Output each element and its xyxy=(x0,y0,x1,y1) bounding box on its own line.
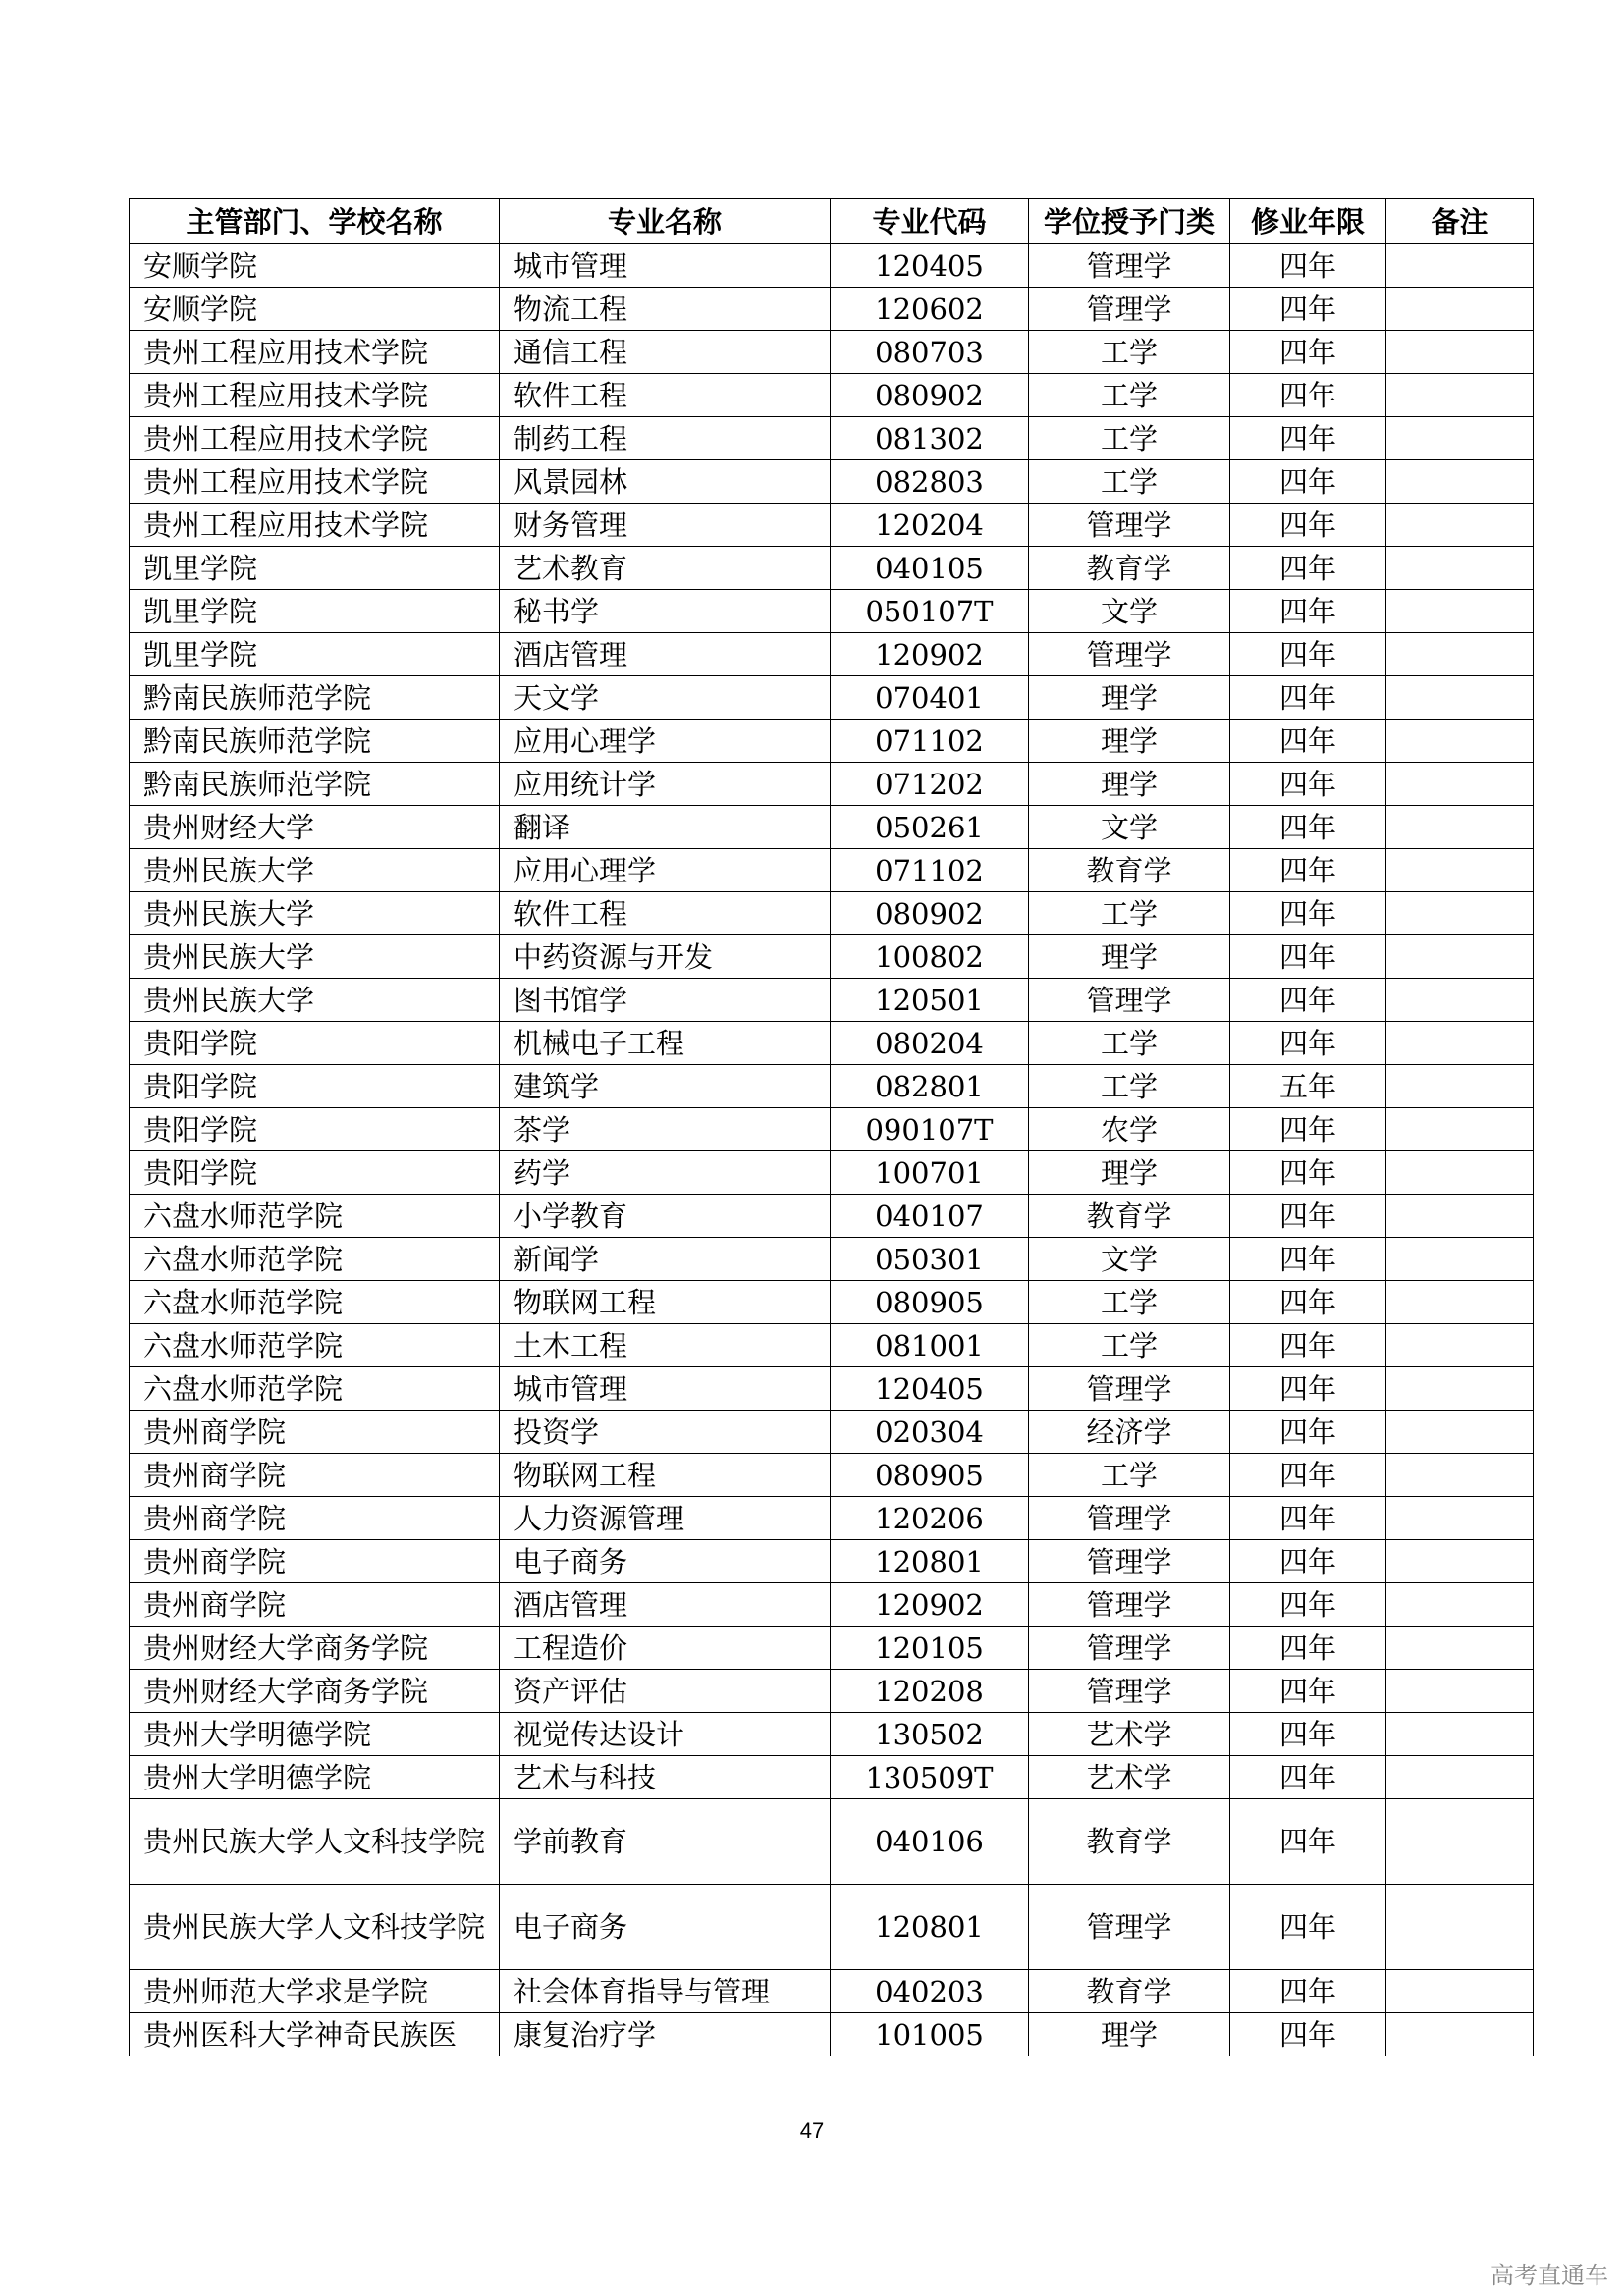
major-cell: 康复治疗学 xyxy=(500,2013,831,2056)
major-cell: 应用心理学 xyxy=(500,720,831,763)
code-cell: 120208 xyxy=(831,1670,1029,1713)
code-cell: 080905 xyxy=(831,1281,1029,1324)
years-cell: 四年 xyxy=(1230,1411,1386,1454)
years-cell: 四年 xyxy=(1230,1454,1386,1497)
degree-cell: 工学 xyxy=(1029,374,1230,417)
school-cell: 凯里学院 xyxy=(130,633,500,676)
remarks-cell xyxy=(1386,374,1534,417)
major-cell: 软件工程 xyxy=(500,892,831,935)
major-cell: 中药资源与开发 xyxy=(500,935,831,979)
degree-cell: 管理学 xyxy=(1029,633,1230,676)
degree-cell: 管理学 xyxy=(1029,244,1230,288)
remarks-cell xyxy=(1386,331,1534,374)
remarks-cell xyxy=(1386,979,1534,1022)
remarks-cell xyxy=(1386,1367,1534,1411)
code-cell: 050107T xyxy=(831,590,1029,633)
major-cell: 风景园林 xyxy=(500,460,831,504)
remarks-cell xyxy=(1386,1583,1534,1627)
remarks-cell xyxy=(1386,288,1534,331)
degree-cell: 理学 xyxy=(1029,720,1230,763)
years-cell: 四年 xyxy=(1230,1324,1386,1367)
school-cell: 贵州商学院 xyxy=(130,1454,500,1497)
table-row xyxy=(130,1065,1534,1108)
major-cell: 物联网工程 xyxy=(500,1454,831,1497)
degree-cell: 教育学 xyxy=(1029,1970,1230,2013)
years-cell: 四年 xyxy=(1230,417,1386,460)
degree-cell: 管理学 xyxy=(1029,979,1230,1022)
major-cell: 学前教育 xyxy=(500,1799,831,1885)
major-cell: 财务管理 xyxy=(500,504,831,547)
years-cell: 四年 xyxy=(1230,633,1386,676)
table-header-row xyxy=(130,199,1534,244)
code-cell: 040107 xyxy=(831,1195,1029,1238)
years-cell: 四年 xyxy=(1230,547,1386,590)
page-number: 47 xyxy=(799,2118,825,2143)
school-cell: 安顺学院 xyxy=(130,244,500,288)
years-cell: 四年 xyxy=(1230,676,1386,720)
major-cell: 电子商务 xyxy=(500,1885,831,1970)
school-cell: 贵州商学院 xyxy=(130,1411,500,1454)
code-cell: 070401 xyxy=(831,676,1029,720)
years-cell: 四年 xyxy=(1230,806,1386,849)
table-row xyxy=(130,849,1534,892)
years-cell: 四年 xyxy=(1230,1713,1386,1756)
years-cell: 四年 xyxy=(1230,1756,1386,1799)
code-cell: 120801 xyxy=(831,1540,1029,1583)
remarks-cell xyxy=(1386,1799,1534,1885)
degree-cell: 工学 xyxy=(1029,1065,1230,1108)
degree-cell: 工学 xyxy=(1029,1324,1230,1367)
years-cell: 四年 xyxy=(1230,1238,1386,1281)
code-cell: 040105 xyxy=(831,547,1029,590)
code-cell: 050261 xyxy=(831,806,1029,849)
years-cell: 四年 xyxy=(1230,244,1386,288)
years-cell: 四年 xyxy=(1230,1885,1386,1970)
table-row xyxy=(130,374,1534,417)
years-cell: 四年 xyxy=(1230,288,1386,331)
years-cell: 四年 xyxy=(1230,460,1386,504)
code-cell: 081302 xyxy=(831,417,1029,460)
major-cell: 通信工程 xyxy=(500,331,831,374)
school-cell: 贵州民族大学人文科技学院 xyxy=(130,1799,500,1885)
table-row xyxy=(130,892,1534,935)
school-cell: 黔南民族师范学院 xyxy=(130,676,500,720)
table-row xyxy=(130,676,1534,720)
code-cell: 071102 xyxy=(831,849,1029,892)
header-years: 修业年限 xyxy=(1230,199,1386,244)
major-cell: 投资学 xyxy=(500,1411,831,1454)
major-cell: 应用统计学 xyxy=(500,763,831,806)
table-row xyxy=(130,1799,1534,1885)
remarks-cell xyxy=(1386,633,1534,676)
degree-cell: 农学 xyxy=(1029,1108,1230,1151)
table-row xyxy=(130,935,1534,979)
major-cell: 制药工程 xyxy=(500,417,831,460)
degree-cell: 文学 xyxy=(1029,806,1230,849)
years-cell: 四年 xyxy=(1230,2013,1386,2056)
table-row xyxy=(130,1583,1534,1627)
school-cell: 六盘水师范学院 xyxy=(130,1195,500,1238)
code-cell: 120602 xyxy=(831,288,1029,331)
degree-cell: 管理学 xyxy=(1029,1627,1230,1670)
school-cell: 贵州工程应用技术学院 xyxy=(130,504,500,547)
table-row xyxy=(130,417,1534,460)
degree-cell: 理学 xyxy=(1029,2013,1230,2056)
watermark: 高考直通车 xyxy=(1490,2262,1608,2289)
major-cell: 软件工程 xyxy=(500,374,831,417)
school-cell: 贵阳学院 xyxy=(130,1022,500,1065)
years-cell: 四年 xyxy=(1230,504,1386,547)
major-cell: 电子商务 xyxy=(500,1540,831,1583)
code-cell: 120105 xyxy=(831,1627,1029,1670)
school-cell: 贵州民族大学 xyxy=(130,892,500,935)
table-row xyxy=(130,1756,1534,1799)
degree-cell: 教育学 xyxy=(1029,849,1230,892)
school-cell: 贵州民族大学人文科技学院 xyxy=(130,1885,500,1970)
school-cell: 贵州商学院 xyxy=(130,1497,500,1540)
major-cell: 茶学 xyxy=(500,1108,831,1151)
header-major: 专业名称 xyxy=(500,199,831,244)
degree-cell: 工学 xyxy=(1029,460,1230,504)
table-row xyxy=(130,1022,1534,1065)
major-cell: 机械电子工程 xyxy=(500,1022,831,1065)
table-row xyxy=(130,2013,1534,2056)
major-cell: 新闻学 xyxy=(500,1238,831,1281)
school-cell: 贵州民族大学 xyxy=(130,979,500,1022)
remarks-cell xyxy=(1386,1065,1534,1108)
remarks-cell xyxy=(1386,1885,1534,1970)
table-row xyxy=(130,1324,1534,1367)
years-cell: 四年 xyxy=(1230,892,1386,935)
degree-cell: 教育学 xyxy=(1029,1799,1230,1885)
table-row xyxy=(130,288,1534,331)
table-row xyxy=(130,763,1534,806)
major-cell: 酒店管理 xyxy=(500,1583,831,1627)
major-cell: 药学 xyxy=(500,1151,831,1195)
school-cell: 贵州工程应用技术学院 xyxy=(130,331,500,374)
major-cell: 工程造价 xyxy=(500,1627,831,1670)
table-row xyxy=(130,244,1534,288)
table-row xyxy=(130,979,1534,1022)
school-cell: 贵州师范大学求是学院 xyxy=(130,1970,500,2013)
school-cell: 六盘水师范学院 xyxy=(130,1367,500,1411)
header-code: 专业代码 xyxy=(831,199,1029,244)
table-row xyxy=(130,1151,1534,1195)
table-row xyxy=(130,1970,1534,2013)
remarks-cell xyxy=(1386,1195,1534,1238)
code-cell: 120405 xyxy=(831,244,1029,288)
major-cell: 物联网工程 xyxy=(500,1281,831,1324)
code-cell: 130502 xyxy=(831,1713,1029,1756)
degree-cell: 经济学 xyxy=(1029,1411,1230,1454)
code-cell: 100701 xyxy=(831,1151,1029,1195)
remarks-cell xyxy=(1386,1627,1534,1670)
code-cell: 120204 xyxy=(831,504,1029,547)
major-cell: 图书馆学 xyxy=(500,979,831,1022)
years-cell: 四年 xyxy=(1230,331,1386,374)
code-cell: 090107T xyxy=(831,1108,1029,1151)
table-row xyxy=(130,1713,1534,1756)
major-cell: 艺术与科技 xyxy=(500,1756,831,1799)
table-row xyxy=(130,1540,1534,1583)
code-cell: 071202 xyxy=(831,763,1029,806)
code-cell: 040203 xyxy=(831,1970,1029,2013)
years-cell: 四年 xyxy=(1230,979,1386,1022)
years-cell: 四年 xyxy=(1230,1540,1386,1583)
degree-cell: 管理学 xyxy=(1029,288,1230,331)
years-cell: 五年 xyxy=(1230,1065,1386,1108)
table-row xyxy=(130,633,1534,676)
degree-cell: 管理学 xyxy=(1029,1670,1230,1713)
major-cell: 建筑学 xyxy=(500,1065,831,1108)
degree-cell: 教育学 xyxy=(1029,547,1230,590)
remarks-cell xyxy=(1386,763,1534,806)
major-cell: 土木工程 xyxy=(500,1324,831,1367)
major-cell: 社会体育指导与管理 xyxy=(500,1970,831,2013)
remarks-cell xyxy=(1386,720,1534,763)
remarks-cell xyxy=(1386,1970,1534,2013)
code-cell: 120405 xyxy=(831,1367,1029,1411)
years-cell: 四年 xyxy=(1230,1799,1386,1885)
header-remarks: 备注 xyxy=(1386,199,1534,244)
table-row xyxy=(130,1367,1534,1411)
remarks-cell xyxy=(1386,1108,1534,1151)
remarks-cell xyxy=(1386,1022,1534,1065)
remarks-cell xyxy=(1386,1281,1534,1324)
school-cell: 贵阳学院 xyxy=(130,1151,500,1195)
major-cell: 艺术教育 xyxy=(500,547,831,590)
code-cell: 120801 xyxy=(831,1885,1029,1970)
remarks-cell xyxy=(1386,1454,1534,1497)
years-cell: 四年 xyxy=(1230,849,1386,892)
remarks-cell xyxy=(1386,676,1534,720)
code-cell: 120902 xyxy=(831,1583,1029,1627)
remarks-cell xyxy=(1386,460,1534,504)
remarks-cell xyxy=(1386,590,1534,633)
majors-table xyxy=(129,198,1534,2056)
table-row xyxy=(130,1497,1534,1540)
years-cell: 四年 xyxy=(1230,1627,1386,1670)
years-cell: 四年 xyxy=(1230,1151,1386,1195)
years-cell: 四年 xyxy=(1230,935,1386,979)
years-cell: 四年 xyxy=(1230,1195,1386,1238)
code-cell: 080905 xyxy=(831,1454,1029,1497)
remarks-cell xyxy=(1386,504,1534,547)
remarks-cell xyxy=(1386,1670,1534,1713)
degree-cell: 工学 xyxy=(1029,1454,1230,1497)
school-cell: 贵州大学明德学院 xyxy=(130,1713,500,1756)
school-cell: 贵州财经大学商务学院 xyxy=(130,1627,500,1670)
degree-cell: 管理学 xyxy=(1029,1367,1230,1411)
table-row xyxy=(130,806,1534,849)
table-row xyxy=(130,460,1534,504)
table-row xyxy=(130,1454,1534,1497)
code-cell: 100802 xyxy=(831,935,1029,979)
years-cell: 四年 xyxy=(1230,1970,1386,2013)
degree-cell: 工学 xyxy=(1029,417,1230,460)
table-row xyxy=(130,590,1534,633)
school-cell: 贵州大学明德学院 xyxy=(130,1756,500,1799)
degree-cell: 管理学 xyxy=(1029,1583,1230,1627)
table-row xyxy=(130,720,1534,763)
code-cell: 050301 xyxy=(831,1238,1029,1281)
code-cell: 120501 xyxy=(831,979,1029,1022)
major-cell: 秘书学 xyxy=(500,590,831,633)
table-row xyxy=(130,1885,1534,1970)
code-cell: 120902 xyxy=(831,633,1029,676)
major-cell: 城市管理 xyxy=(500,244,831,288)
degree-cell: 工学 xyxy=(1029,331,1230,374)
degree-cell: 理学 xyxy=(1029,1151,1230,1195)
remarks-cell xyxy=(1386,244,1534,288)
degree-cell: 管理学 xyxy=(1029,1540,1230,1583)
degree-cell: 文学 xyxy=(1029,1238,1230,1281)
degree-cell: 艺术学 xyxy=(1029,1713,1230,1756)
school-cell: 凯里学院 xyxy=(130,590,500,633)
school-cell: 安顺学院 xyxy=(130,288,500,331)
years-cell: 四年 xyxy=(1230,1367,1386,1411)
degree-cell: 文学 xyxy=(1029,590,1230,633)
remarks-cell xyxy=(1386,1411,1534,1454)
degree-cell: 理学 xyxy=(1029,935,1230,979)
code-cell: 080204 xyxy=(831,1022,1029,1065)
years-cell: 四年 xyxy=(1230,1281,1386,1324)
school-cell: 六盘水师范学院 xyxy=(130,1281,500,1324)
remarks-cell xyxy=(1386,2013,1534,2056)
years-cell: 四年 xyxy=(1230,1670,1386,1713)
remarks-cell xyxy=(1386,806,1534,849)
degree-cell: 艺术学 xyxy=(1029,1756,1230,1799)
years-cell: 四年 xyxy=(1230,590,1386,633)
years-cell: 四年 xyxy=(1230,1108,1386,1151)
years-cell: 四年 xyxy=(1230,1583,1386,1627)
major-cell: 应用心理学 xyxy=(500,849,831,892)
school-cell: 贵州工程应用技术学院 xyxy=(130,417,500,460)
years-cell: 四年 xyxy=(1230,1022,1386,1065)
remarks-cell xyxy=(1386,417,1534,460)
code-cell: 071102 xyxy=(831,720,1029,763)
remarks-cell xyxy=(1386,1713,1534,1756)
degree-cell: 理学 xyxy=(1029,763,1230,806)
remarks-cell xyxy=(1386,1540,1534,1583)
table-row xyxy=(130,1108,1534,1151)
years-cell: 四年 xyxy=(1230,374,1386,417)
table-row xyxy=(130,1670,1534,1713)
code-cell: 130509T xyxy=(831,1756,1029,1799)
table-row xyxy=(130,504,1534,547)
remarks-cell xyxy=(1386,1324,1534,1367)
table-row xyxy=(130,1238,1534,1281)
remarks-cell xyxy=(1386,1497,1534,1540)
school-cell: 贵州财经大学商务学院 xyxy=(130,1670,500,1713)
school-cell: 贵州商学院 xyxy=(130,1540,500,1583)
remarks-cell xyxy=(1386,1756,1534,1799)
school-cell: 六盘水师范学院 xyxy=(130,1238,500,1281)
degree-cell: 管理学 xyxy=(1029,1497,1230,1540)
school-cell: 贵州工程应用技术学院 xyxy=(130,460,500,504)
table-body xyxy=(130,244,1534,2056)
degree-cell: 教育学 xyxy=(1029,1195,1230,1238)
school-cell: 贵州工程应用技术学院 xyxy=(130,374,500,417)
remarks-cell xyxy=(1386,935,1534,979)
code-cell: 082801 xyxy=(831,1065,1029,1108)
degree-cell: 工学 xyxy=(1029,1281,1230,1324)
code-cell: 082803 xyxy=(831,460,1029,504)
school-cell: 贵阳学院 xyxy=(130,1065,500,1108)
code-cell: 101005 xyxy=(831,2013,1029,2056)
remarks-cell xyxy=(1386,1151,1534,1195)
school-cell: 贵州民族大学 xyxy=(130,849,500,892)
remarks-cell xyxy=(1386,892,1534,935)
table-row xyxy=(130,1411,1534,1454)
years-cell: 四年 xyxy=(1230,720,1386,763)
table-row xyxy=(130,331,1534,374)
major-cell: 人力资源管理 xyxy=(500,1497,831,1540)
major-cell: 物流工程 xyxy=(500,288,831,331)
degree-cell: 管理学 xyxy=(1029,504,1230,547)
degree-cell: 理学 xyxy=(1029,676,1230,720)
code-cell: 020304 xyxy=(831,1411,1029,1454)
major-cell: 小学教育 xyxy=(500,1195,831,1238)
school-cell: 凯里学院 xyxy=(130,547,500,590)
major-cell: 资产评估 xyxy=(500,1670,831,1713)
code-cell: 080902 xyxy=(831,892,1029,935)
table-row xyxy=(130,1281,1534,1324)
degree-cell: 工学 xyxy=(1029,892,1230,935)
major-cell: 翻译 xyxy=(500,806,831,849)
years-cell: 四年 xyxy=(1230,763,1386,806)
school-cell: 贵州财经大学 xyxy=(130,806,500,849)
school-cell: 贵州民族大学 xyxy=(130,935,500,979)
remarks-cell xyxy=(1386,547,1534,590)
major-cell: 酒店管理 xyxy=(500,633,831,676)
major-cell: 视觉传达设计 xyxy=(500,1713,831,1756)
header-degree: 学位授予门类 xyxy=(1029,199,1230,244)
remarks-cell xyxy=(1386,849,1534,892)
degree-cell: 管理学 xyxy=(1029,1885,1230,1970)
school-cell: 黔南民族师范学院 xyxy=(130,763,500,806)
table-row xyxy=(130,1195,1534,1238)
school-cell: 六盘水师范学院 xyxy=(130,1324,500,1367)
remarks-cell xyxy=(1386,1238,1534,1281)
school-cell: 贵州商学院 xyxy=(130,1583,500,1627)
major-cell: 城市管理 xyxy=(500,1367,831,1411)
code-cell: 120206 xyxy=(831,1497,1029,1540)
code-cell: 040106 xyxy=(831,1799,1029,1885)
code-cell: 080902 xyxy=(831,374,1029,417)
code-cell: 080703 xyxy=(831,331,1029,374)
code-cell: 081001 xyxy=(831,1324,1029,1367)
header-school: 主管部门、学校名称 xyxy=(130,199,500,244)
degree-cell: 工学 xyxy=(1029,1022,1230,1065)
years-cell: 四年 xyxy=(1230,1497,1386,1540)
school-cell: 黔南民族师范学院 xyxy=(130,720,500,763)
major-cell: 天文学 xyxy=(500,676,831,720)
table-row xyxy=(130,547,1534,590)
table-row xyxy=(130,1627,1534,1670)
school-cell: 贵州医科大学神奇民族医 xyxy=(130,2013,500,2056)
school-cell: 贵阳学院 xyxy=(130,1108,500,1151)
